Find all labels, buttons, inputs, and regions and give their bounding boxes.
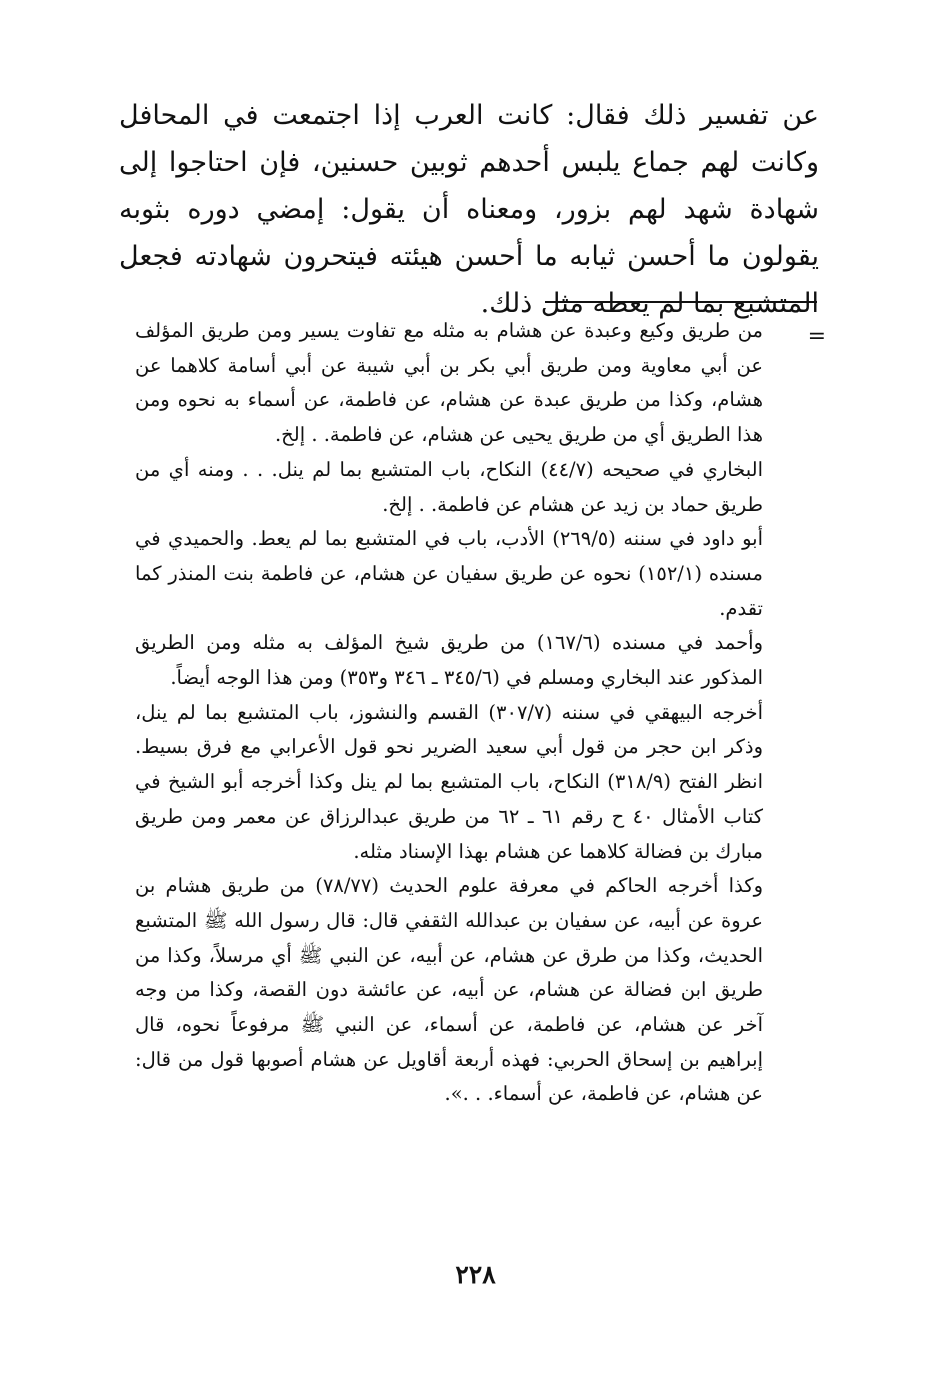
footnote-divider [545, 301, 817, 303]
footnote-paragraph: أبو داود في سننه (٢٦٩/٥) الأدب، باب في المتشبع بما لم يعط. والحميدي في مسنده (١٥٢/١) نحوه عن طريق سفيان عن هشام، عن فاطمة بنت المنذر كما تقدم. [135, 527, 763, 620]
footnote-paragraph: وأحمد في مسنده (١٦٧/٦) من طريق شيخ المؤلف به مثله ومن الطريق المذكور عند البخاري ومسلم في (٣٤٥/٦ ـ ٣٤٦ و٣٥٣) ومن هذا الوجه أيضاً. [135, 631, 764, 690]
footnote-paragraph: أخرجه البيهقي في سننه (٣٠٧/٧) القسم والنشوز، باب المتشبع بما لم ينل، وذكر ابن حجر من قول أبي سعيد الضرير نحو قول الأعرابي مع فرق بسيط. انظر الفتح (٣١٨/٩) النكاح، باب المتشبع بما لم ينل وكذا أخرجه أبو الشيخ في كتاب الأمثال ٤٠ ح رقم ٦١ ـ ٦٢ من طريق عبدالرزاق عن معمر ومن طريق مبارك بن فضالة كلاهما عن هشام بهذا الإسناد مثله. [135, 700, 763, 863]
footnote-paragraph: البخاري في صحيحه (٤٤/٧) النكاح، باب المتشبع بما لم ينل. . . ومنه أي من طريق حماد بن زيد عن هشام عن فاطمة. . إلخ. [135, 457, 763, 516]
main-paragraph: عن تفسير ذلك فقال: كانت العرب إذا اجتمعت في المحافل وكانت لهم جماع يلبس أحدهم ثوبين حسنين، فإن احتاجوا إلى شهادة شهد لهم بزور، ومعناه أن يقول: إمضي دوره بثوبه يقولون ما أحسن ثيابه ما أحسن هيئته فيتحرون شهادته فجعل المتشبع بما لم يعطه مثل ذلك. [119, 100, 819, 319]
footnote-paragraph: من طريق وكيع وعبدة عن هشام به مثله مع تفاوت يسير ومن طريق المؤلف عن أبي معاوية ومن طريق أبي بكر بن أبي شيبة عن أبي أسامة كلاهما عن هشام، وكذا من طريق عبدة عن هشام، عن فاطمة، عن أسماء به نحوه ومن هذا الطريق أي من طريق يحيى عن هشام، عن فاطمة. . إلخ. [135, 319, 763, 447]
footnotes [135, 314, 763, 1112]
footnote-continuation-mark: = [807, 324, 826, 349]
page-number: ٢٢٨ [455, 1260, 496, 1289]
footnote-paragraph: وكذا أخرجه الحاكم في معرفة علوم الحديث (٧٨/٧٧) من طريق هشام بن عروة عن أبيه، عن سفيان بن عبدالله الثقفي قال: قال رسول الله ﷺ المتشبع الحديث، وكذا من طرق عن هشام، عن أبيه، عن النبي ﷺ أي مرسلاً، وكذا من طريق ابن فضالة عن هشام، عن أبيه، عن عائشة دون القصة، وكذا من وجه آخر عن هشام، عن فاطمة، عن أسماء، عن النبي ﷺ مرفوعاً نحوه، قال إبراهيم بن إسحاق الحربي: فهذه أربعة أقاويل عن هشام أصوبها قول من قال: عن هشام، عن فاطمة، عن أسماء. . .». [135, 874, 764, 1106]
main-text [119, 92, 819, 327]
